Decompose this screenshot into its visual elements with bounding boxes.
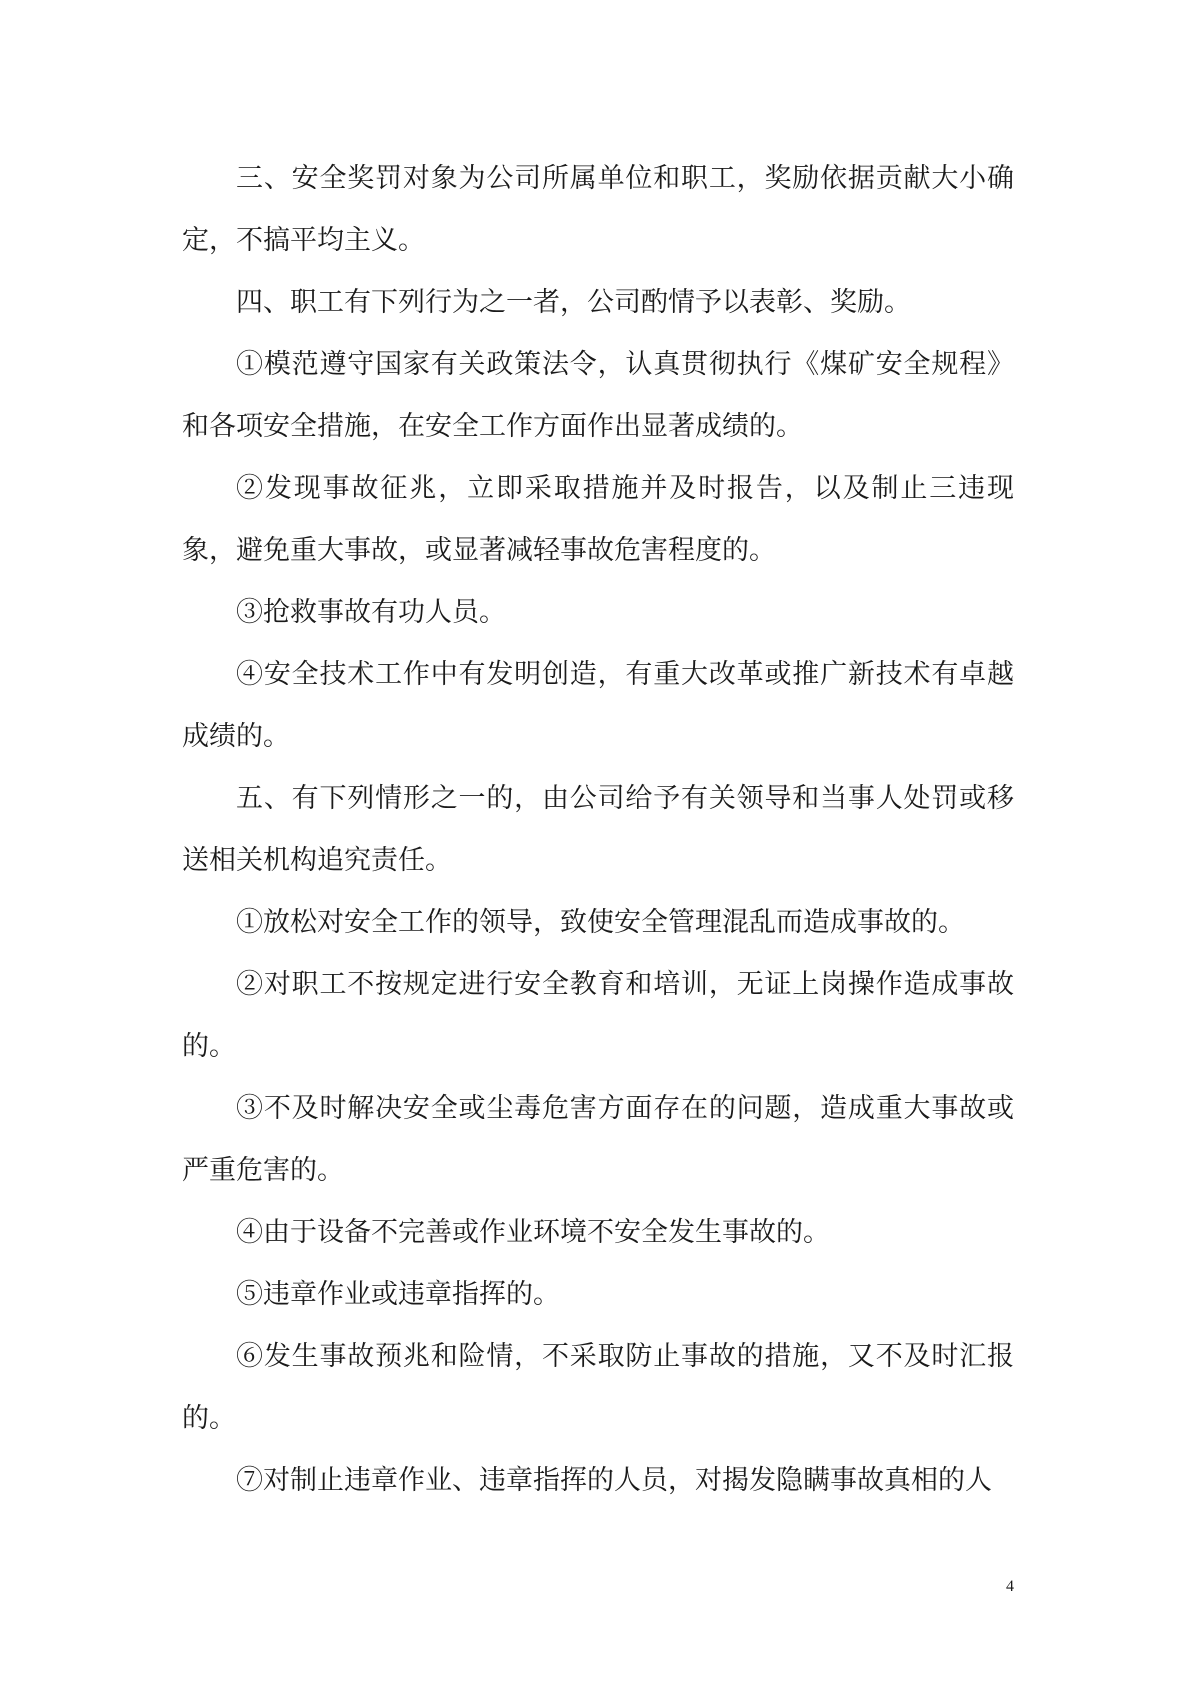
paragraph-four-reward-conditions: 四、职工有下列行为之一者，公司酌情予以表彰、奖励。 [236, 287, 911, 318]
reward-item-1: ①模范遵守国家有关政策法令，认真贯彻执行《煤矿安全规程》和各项安全措施，在安全工作方面作出显著成绩的。 [182, 349, 1014, 442]
paragraph-three-reward-scope: 三、安全奖罚对象为公司所属单位和职工，奖励依据贡献大小确定，不搞平均主义。 [182, 163, 1014, 256]
paragraph-five-penalty-conditions: 五、有下列情形之一的，由公司给予有关领导和当事人处罚或移送相关机构追究责任。 [182, 783, 1014, 876]
reward-item-4: ④安全技术工作中有发明创造，有重大改革或推广新技术有卓越成绩的。 [182, 659, 1014, 752]
penalty-item-4: ④由于设备不完善或作业环境不安全发生事故的。 [236, 1217, 830, 1248]
reward-item-2: ②发现事故征兆，立即采取措施并及时报告，以及制止三违现象，避免重大事故，或显著减轻事故危害程度的。 [182, 473, 1014, 566]
penalty-item-6: ⑥发生事故预兆和险情，不采取防止事故的措施，又不及时汇报的。 [182, 1341, 1014, 1434]
penalty-item-1: ①放松对安全工作的领导，致使安全管理混乱而造成事故的。 [236, 907, 965, 938]
penalty-item-2: ②对职工不按规定进行安全教育和培训，无证上岗操作造成事故的。 [182, 969, 1014, 1062]
penalty-item-3: ③不及时解决安全或尘毒危害方面存在的问题，造成重大事故或严重危害的。 [182, 1093, 1014, 1186]
body-text [182, 148, 1014, 1512]
penalty-item-7: ⑦对制止违章作业、违章指挥的人员，对揭发隐瞒事故真相的人 [236, 1465, 992, 1496]
page-number: 4 [1006, 1578, 1014, 1595]
penalty-item-5: ⑤违章作业或违章指挥的。 [236, 1279, 560, 1310]
reward-item-3: ③抢救事故有功人员。 [236, 597, 506, 628]
